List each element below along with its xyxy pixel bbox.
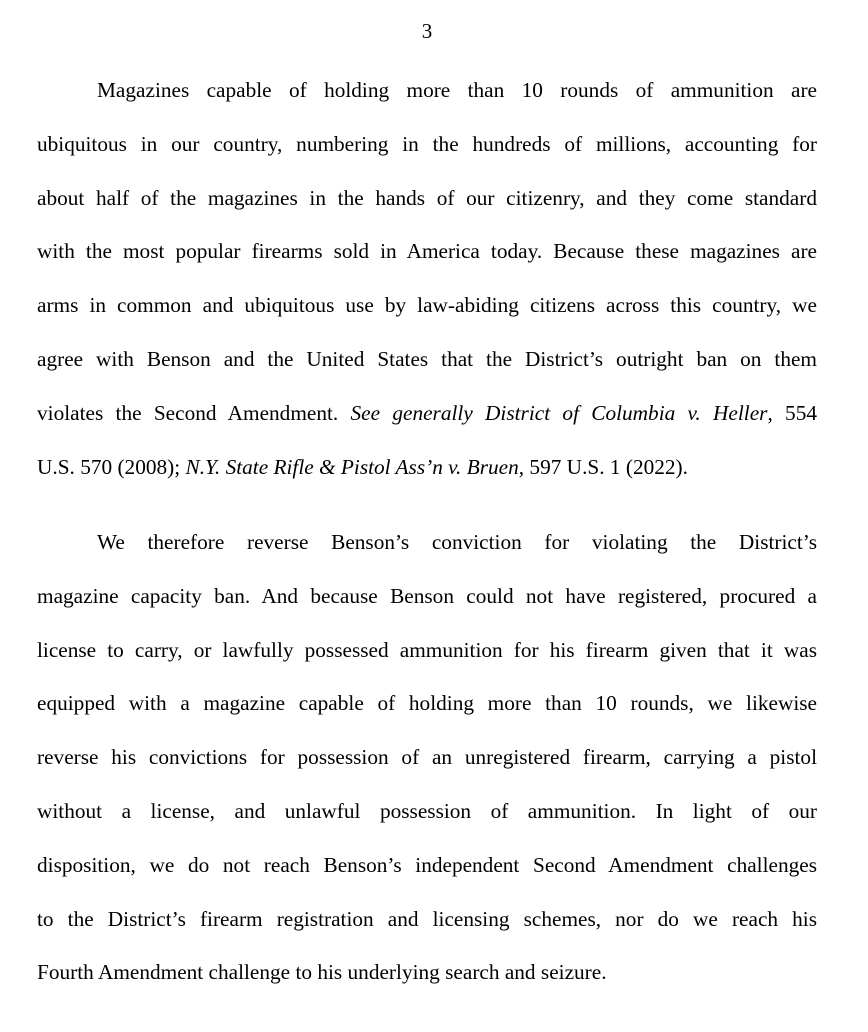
paragraph-2-line-4: equipped with a magazine capable of holding more than 10 rounds, we likewise <box>37 691 817 716</box>
heller-citation: See generally District of Columbia v. Heller <box>350 400 768 425</box>
paragraph-2-line-1: We therefore reverse Benson’s conviction for violating the District’s <box>97 530 817 554</box>
bruen-citation-reporter: , 597 U.S. 1 (2022). <box>518 454 688 479</box>
line-8-text: U.S. 570 (2008); <box>37 454 186 479</box>
paragraph-2-line-2: magazine capacity ban. And because Benson could not have registered, procured a <box>37 583 817 608</box>
paragraph-1-line-3: about half of the magazines in the hands of our citizenry, and they come standard <box>37 185 817 210</box>
paragraph-1-line-6: agree with Benson and the United States that the District’s outright ban on them <box>37 346 817 371</box>
paragraph-2 <box>37 516 817 1000</box>
page-number: 3 <box>421 19 433 43</box>
line-7-text: violates the Second Amendment. <box>37 400 351 425</box>
paragraph-2-line-9: Fourth Amendment challenge to his underlying search and seizure. <box>37 960 607 985</box>
paragraph-1-line-2: ubiquitous in our country, numbering in the hundreds of millions, accounting for <box>37 131 817 156</box>
paragraph-1-line-7 <box>37 387 817 441</box>
paragraph-2-line-5: reverse his convictions for possession of an unregistered firearm, carrying a pistol <box>37 745 817 770</box>
paragraph-1-line-1: Magazines capable of holding more than 10 rounds of ammunition are <box>97 78 817 102</box>
paragraph-1-line-4: with the most popular firearms sold in America today. Because these magazines are <box>37 239 817 264</box>
paragraph-1-line-5: arms in common and ubiquitous use by law-abiding citizens across this country, we <box>37 293 817 318</box>
paragraph-2-line-7: disposition, we do not reach Benson’s independent Second Amendment challenges <box>37 852 817 877</box>
paragraph-2-line-3: license to carry, or lawfully possessed ammunition for his firearm given that it was <box>37 637 817 662</box>
paragraph-1 <box>37 64 817 494</box>
heller-citation-reporter: , 554 <box>767 400 818 425</box>
paragraph-2-line-6: without a license, and unlawful possession of ammunition. In light of our <box>37 798 817 823</box>
paragraph-2-line-8: to the District’s firearm registration and licensing schemes, nor do we reach his <box>37 906 817 931</box>
bruen-citation: N.Y. State Rifle & Pistol Ass’n v. Bruen <box>185 454 519 479</box>
paragraph-1-line-8 <box>37 441 817 495</box>
